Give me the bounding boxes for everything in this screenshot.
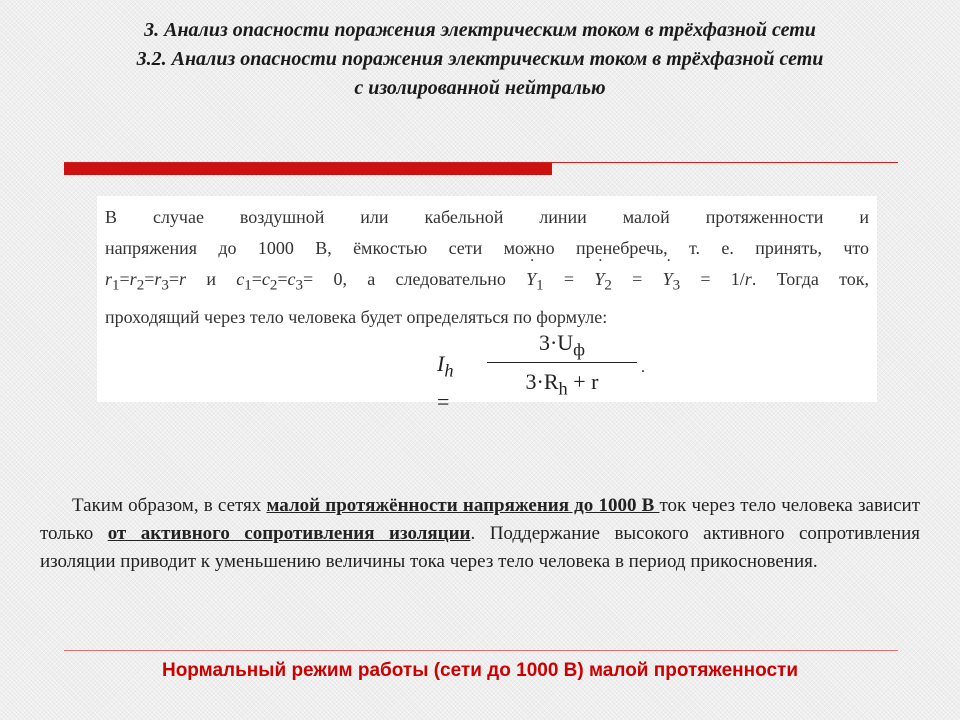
header-divider-thick	[64, 163, 552, 175]
para-emphasis-1: малой протяжённости напряжения до 1000 В	[266, 495, 660, 516]
para-emphasis-2: от активного сопротивления изоляции	[107, 523, 471, 544]
card-line-3-tail: . Тогда ток,	[751, 269, 870, 289]
formula-card	[97, 196, 877, 415]
admittance-formula: ˙ $Y_1$ = ˙ $Y_2$ = ˙ $Y_3 = 1/r$	[526, 269, 752, 289]
formula-numerator: $3\cdot U_ф$	[538, 330, 586, 360]
formula-fraction	[487, 326, 637, 399]
para-text-3: . Поддержание высокого активного сопротивления изоляции приводит к уменьшению величины тока через тело человека в период прикосновения.	[40, 523, 920, 572]
formula-denominator: $3\cdot R_h + r$	[525, 369, 599, 399]
and-word: и	[206, 269, 216, 289]
title-line-3: с изолированной нейтралью	[354, 77, 606, 99]
formula-lhs: $I_h$ =	[437, 351, 454, 415]
zero-phrase: = 0, а следовательно	[303, 269, 506, 289]
formula-end-dot: .	[641, 359, 645, 376]
title-line-2: 3.2. Анализ опасности поражения электрическим током в трёхфазной сети	[136, 48, 824, 70]
conclusion-paragraph	[40, 492, 920, 576]
fraction-bar	[487, 362, 637, 363]
eq-sign: =	[168, 269, 180, 289]
slide-title	[40, 16, 920, 103]
card-line-2: напряжения до 1000 В, ёмкостью сети можно пренебречь, т. е. принять, что	[105, 238, 869, 258]
para-text-1: Таким образом, в сетях	[72, 495, 267, 516]
footer-divider	[64, 650, 898, 651]
card-line-4: проходящий через тело человека будет определяться по формуле:	[105, 306, 608, 327]
card-line-1: В случае воздушной или кабельной линии малой протяженности и	[105, 207, 869, 227]
title-line-1: 3. Анализ опасности поражения электрическим током в трёхфазной сети	[144, 19, 816, 41]
card-line-3: $r_1=r_2=r_3=r$ и $c_1=c_2=c_3= 0$, а следовательно ˙ $Y_1$ = ˙ $Y_2$ = ˙ $Y_3 = 1/r$. Тогда ток,	[105, 264, 869, 302]
para-text-2: ток через тело человека зависит только	[40, 495, 920, 544]
footer-caption: Нормальный режим работы (сети до 1000 В) малой протяженности	[161, 660, 799, 681]
